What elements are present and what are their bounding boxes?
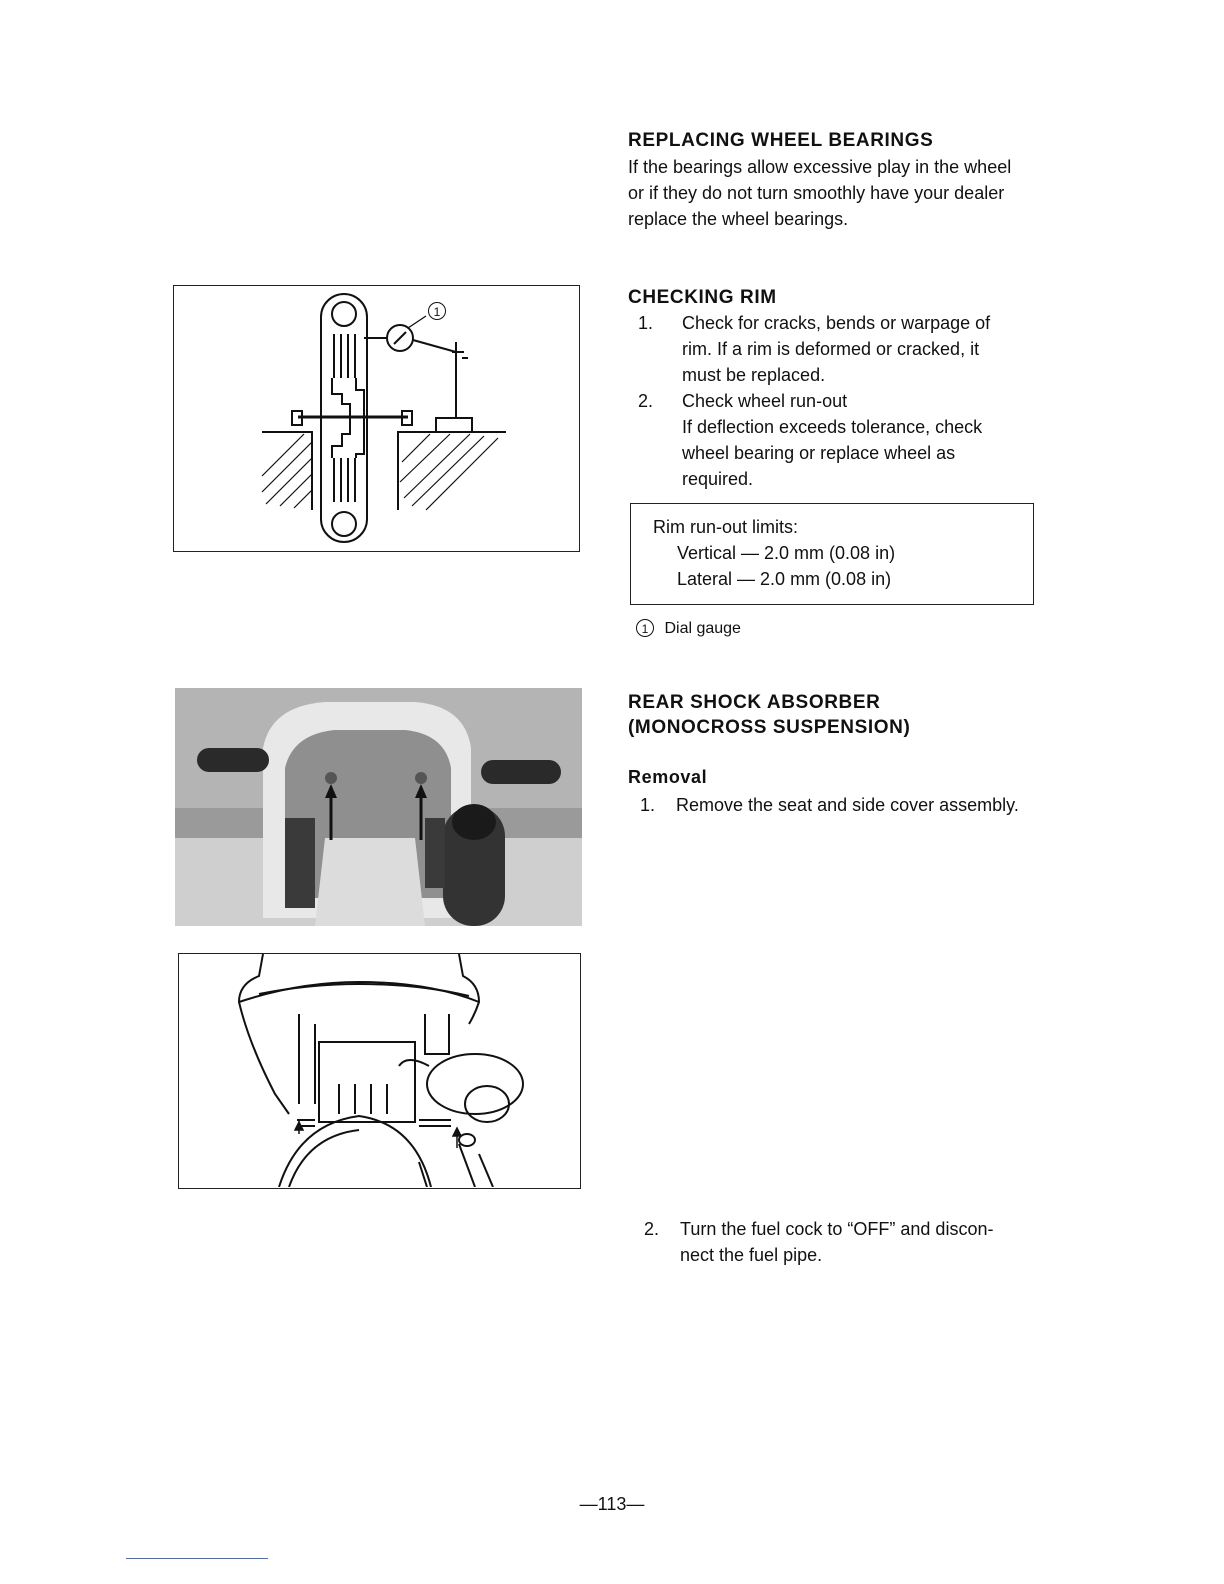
rim-runout-diagram	[173, 285, 580, 552]
step-line: rim. If a rim is deformed or cracked, it	[682, 339, 980, 359]
checking-rim-step-1	[638, 310, 1030, 388]
step-line: If deflection exceeds tolerance, check	[682, 417, 983, 437]
rear-shock-heading-line-1: REAR SHOCK ABSORBER	[628, 692, 881, 713]
rear-shock-heading-line-2: (MONOCROSS SUSPENSION)	[628, 717, 911, 738]
checking-rim-heading: CHECKING RIM	[628, 287, 777, 308]
dial-gauge-legend	[636, 619, 741, 639]
step-line: Check for cracks, bends or warpage of	[682, 313, 991, 333]
step-line: required.	[682, 469, 754, 489]
step-number: 1.	[640, 795, 656, 815]
step-number: 2.	[638, 391, 654, 411]
spec-title: Rim run-out limits:	[653, 517, 799, 537]
wheel-bearings-line-3: replace the wheel bearings.	[628, 209, 849, 229]
step-line: Check wheel run-out	[682, 391, 848, 411]
legend-marker: 1	[636, 619, 654, 637]
checking-rim-step-2	[638, 388, 1030, 492]
step-line: Remove the seat and side cover assembly.	[676, 795, 1019, 815]
wheel-bearings-line-1: If the bearings allow excessive play in the wheel	[628, 157, 1012, 177]
rim-runout-drawing	[174, 286, 578, 550]
step-line: wheel bearing or replace wheel as	[682, 443, 956, 463]
spec-lateral: Lateral — 2.0 mm (0.08 in)	[677, 569, 892, 589]
dial-gauge-callout: 1	[428, 302, 446, 320]
removal-step-1	[640, 792, 1034, 818]
step-number: 1.	[638, 313, 654, 333]
seat-removal-diagram	[178, 953, 581, 1189]
seat-removal-line-drawing	[179, 954, 579, 1187]
seat-removal-photo	[175, 688, 582, 926]
step-line: Turn the fuel cock to “OFF” and discon-	[680, 1219, 994, 1239]
wheel-bearings-line-2: or if they do not turn smoothly have your dealer	[628, 183, 1005, 203]
rim-runout-limits-box	[630, 503, 1034, 605]
removal-subheading: Removal	[628, 767, 708, 787]
footer-rule	[126, 1558, 268, 1559]
legend-text: Dial gauge	[664, 620, 741, 637]
step-number: 2.	[644, 1219, 660, 1239]
wheel-bearings-heading: REPLACING WHEEL BEARINGS	[628, 130, 934, 151]
step-line: must be replaced.	[682, 365, 826, 385]
page-number: —113—	[579, 1494, 645, 1514]
spec-vertical: Vertical — 2.0 mm (0.08 in)	[677, 543, 896, 563]
step-line: nect the fuel pipe.	[680, 1245, 823, 1265]
seat-removal-photo-drawing	[175, 688, 582, 926]
removal-step-2	[644, 1216, 1036, 1268]
